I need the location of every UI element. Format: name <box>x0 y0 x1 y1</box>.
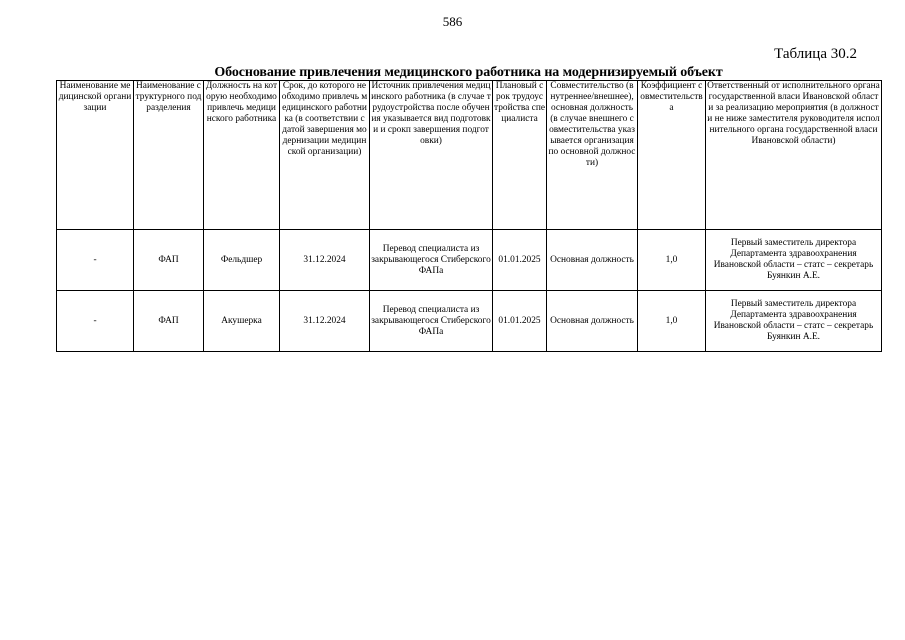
cell-combination: Основная должность <box>547 230 638 291</box>
page-number: 586 <box>442 14 463 29</box>
table-label: Таблица 30.2 <box>774 46 857 62</box>
cell-responsible: Первый заместитель директора Департамента здравоохранения Ивановской области – статс – секретарь Буянкин А.Е. <box>706 230 882 291</box>
cell-planned-date: 01.01.2025 <box>493 230 547 291</box>
table-row <box>57 291 882 352</box>
header-cell-department: Наименование структурного подразделения <box>134 81 204 230</box>
cell-source: Перевод специалиста из закрывающегося Стиберского ФАПа <box>370 230 493 291</box>
table-row <box>57 230 882 291</box>
justification-table <box>56 80 882 352</box>
cell-organization: - <box>57 230 134 291</box>
cell-position: Фельдшер <box>204 230 280 291</box>
header-cell-combination: Совместительство (внутреннее/внешнее), основная должность (в случае внешнего совместительства указывается организация по основной должности) <box>547 81 638 230</box>
header-cell-responsible: Ответственный от исполнительного органа государственной власи Ивановской области за реализацию мероприятия (в должности не ниже заместителя руководителя исполнительного органа государственной власи Ивановской области) <box>706 81 882 230</box>
cell-coefficient: 1,0 <box>638 230 706 291</box>
cell-source: Перевод специалиста из закрывающегося Стиберского ФАПа <box>370 291 493 352</box>
cell-deadline: 31.12.2024 <box>280 291 370 352</box>
document-title: Обоснование привлечения медицинского работника на модернизируемый объект <box>214 65 723 80</box>
cell-responsible: Первый заместитель директора Департамента здравоохранения Ивановской области – статс – секретарь Буянкин А.Е. <box>706 291 882 352</box>
header-cell-position: Должность на которую необходимо привлечь медицинского работника <box>204 81 280 230</box>
cell-position: Акушерка <box>204 291 280 352</box>
header-cell-coefficient: Коэффициент совместительства <box>638 81 706 230</box>
header-row <box>57 81 882 230</box>
header-cell-organization: Наименование медицинской организации <box>57 81 134 230</box>
header-cell-deadline: Срок, до которого необходимо привлечь медицинского работника (в соответствии с датой завершения модернизации медицинской организации) <box>280 81 370 230</box>
header-cell-planned-date: Плановый срок трудоустройства специалиста <box>493 81 547 230</box>
cell-planned-date: 01.01.2025 <box>493 291 547 352</box>
header-cell-source: Источник привлечения медицинского работника (в случае трудоустройства после обучения указывается вид подготовки и срокп завершения подготовки) <box>370 81 493 230</box>
cell-combination: Основная должность <box>547 291 638 352</box>
cell-department: ФАП <box>134 291 204 352</box>
cell-coefficient: 1,0 <box>638 291 706 352</box>
cell-department: ФАП <box>134 230 204 291</box>
cell-organization: - <box>57 291 134 352</box>
cell-deadline: 31.12.2024 <box>280 230 370 291</box>
